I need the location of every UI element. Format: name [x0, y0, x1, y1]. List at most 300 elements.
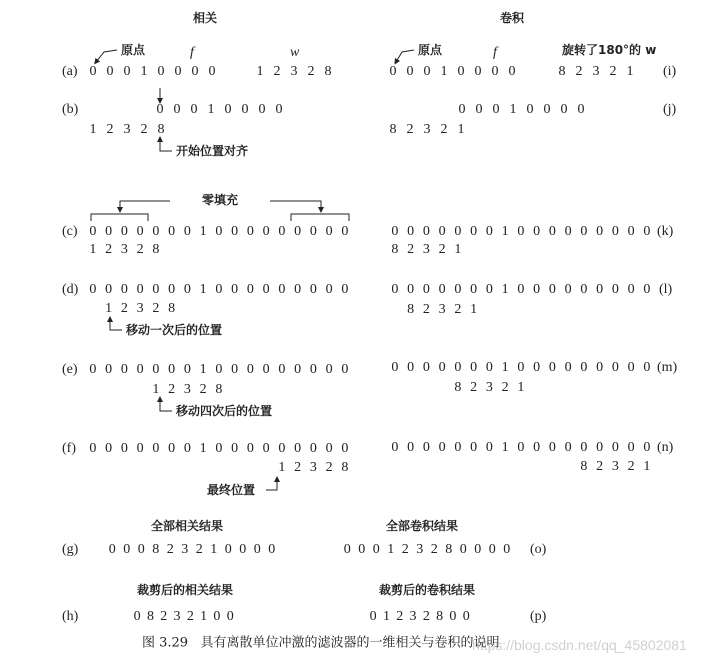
digit: 0 — [474, 64, 482, 79]
digit: 0 — [309, 224, 317, 239]
digit: 0 — [106, 64, 114, 79]
sequence-o — [340, 543, 514, 557]
digit: 3 — [416, 542, 424, 557]
digit: 3 — [485, 380, 493, 395]
digit: 0 — [485, 360, 493, 375]
digit: 0 — [136, 224, 144, 239]
digit: 0 — [253, 542, 261, 557]
w-label: w — [290, 45, 300, 60]
row-label-g: (g) — [62, 542, 79, 557]
row-label-h: (h) — [62, 609, 79, 624]
digit: 0 — [406, 64, 414, 79]
digit: 0 — [309, 282, 317, 297]
sequence-w-b — [85, 123, 170, 137]
digit: 8 — [215, 382, 223, 397]
sequence-h — [131, 610, 237, 624]
digit: 1 — [501, 360, 509, 375]
digit: 0 — [168, 441, 176, 456]
digit: 2 — [440, 122, 448, 137]
row-label-i: (i) — [663, 64, 677, 79]
digit: 0 — [278, 224, 286, 239]
sequence-w-k — [387, 243, 466, 257]
digit: 0 — [133, 609, 141, 624]
digit: 0 — [136, 282, 144, 297]
digit: 1 — [199, 362, 207, 377]
final-position-arrow — [266, 479, 277, 490]
digit: 0 — [89, 362, 97, 377]
digit: 0 — [485, 282, 493, 297]
digit: 0 — [341, 282, 349, 297]
sequence-f-l — [387, 283, 655, 297]
digit: 2 — [627, 459, 635, 474]
digit: 1 — [210, 542, 218, 557]
sequence-f-b — [152, 103, 288, 117]
digit: 0 — [474, 542, 482, 557]
digit: 0 — [262, 224, 270, 239]
origin-arrow-right — [396, 50, 414, 62]
digit: 0 — [120, 362, 128, 377]
digit: 2 — [501, 380, 509, 395]
shift-four-arrow — [160, 399, 172, 411]
digit: 0 — [407, 440, 415, 455]
sequence-g — [105, 543, 279, 557]
digit: 8 — [157, 122, 165, 137]
f-label-right: f — [493, 45, 497, 60]
digit: 0 — [262, 282, 270, 297]
digit: 0 — [560, 102, 568, 117]
digit: 0 — [580, 360, 588, 375]
digit: 0 — [627, 282, 635, 297]
digit: 2 — [307, 64, 315, 79]
digit: 0 — [105, 362, 113, 377]
digit: 0 — [488, 542, 496, 557]
sequence-w-m — [450, 381, 529, 395]
digit: 0 — [454, 440, 462, 455]
sequence-p — [367, 610, 473, 624]
digit: 8 — [436, 609, 444, 624]
digit: 0 — [627, 224, 635, 239]
digit: 0 — [492, 102, 500, 117]
digit: 0 — [309, 362, 317, 377]
digit: 0 — [89, 282, 97, 297]
digit: 0 — [246, 441, 254, 456]
digit: 0 — [152, 282, 160, 297]
digit: 0 — [389, 64, 397, 79]
row-label-m: (m) — [657, 360, 678, 375]
digit: 0 — [517, 440, 525, 455]
digit: 3 — [592, 64, 600, 79]
digit: 8 — [580, 459, 588, 474]
digit: 0 — [517, 282, 525, 297]
sequence-w-i — [554, 65, 639, 79]
digit: 0 — [543, 102, 551, 117]
row-label-b: (b) — [62, 102, 79, 117]
digit: 1 — [200, 609, 208, 624]
sequence-w-a — [252, 65, 337, 79]
digit: 0 — [246, 282, 254, 297]
sequence-w-e — [148, 383, 227, 397]
digit: 0 — [343, 542, 351, 557]
digit: 1 — [256, 64, 264, 79]
note-c: 零填充 — [201, 193, 239, 207]
origin-arrow-left — [96, 50, 117, 62]
digit: 0 — [215, 282, 223, 297]
note-b: 开始位置对齐 — [176, 144, 249, 158]
digit: 1 — [457, 122, 465, 137]
digit: 0 — [454, 224, 462, 239]
sequence-f-a — [85, 65, 221, 79]
digit: 2 — [609, 64, 617, 79]
digit: 2 — [470, 380, 478, 395]
digit: 8 — [407, 302, 415, 317]
digit: 0 — [325, 224, 333, 239]
digit: 0 — [423, 64, 431, 79]
digit: 0 — [438, 440, 446, 455]
digit: 2 — [438, 242, 446, 257]
digit: 0 — [611, 440, 619, 455]
digit: 0 — [548, 360, 556, 375]
digit: 1 — [199, 224, 207, 239]
row-label-f: (f) — [62, 441, 76, 456]
digit: 0 — [191, 64, 199, 79]
digit: 8 — [324, 64, 332, 79]
digit: 2 — [166, 542, 174, 557]
digit: 0 — [564, 360, 572, 375]
digit: 3 — [423, 122, 431, 137]
digit: 0 — [190, 102, 198, 117]
note-d: 移动一次后的位置 — [126, 323, 223, 337]
sequence-f-m — [387, 361, 655, 375]
digit: 1 — [509, 102, 517, 117]
digit: 2 — [160, 609, 168, 624]
digit: 0 — [449, 609, 457, 624]
digit: 0 — [173, 102, 181, 117]
digit: 1 — [278, 460, 286, 475]
digit: 0 — [157, 64, 165, 79]
digit: 0 — [391, 360, 399, 375]
f-label: f — [190, 45, 194, 60]
digit: 0 — [596, 224, 604, 239]
digit: 3 — [183, 382, 191, 397]
digit: 0 — [643, 224, 651, 239]
digit: 0 — [580, 440, 588, 455]
digit: 1 — [517, 380, 525, 395]
digit: 0 — [168, 362, 176, 377]
sequence-w-n — [576, 460, 655, 474]
digit: 1 — [140, 64, 148, 79]
digit: 0 — [407, 224, 415, 239]
digit: 0 — [611, 282, 619, 297]
row-label-k: (k) — [657, 224, 674, 239]
digit: 0 — [470, 282, 478, 297]
digit: 1 — [643, 459, 651, 474]
digit: 0 — [611, 224, 619, 239]
digit: 1 — [152, 382, 160, 397]
digit: 0 — [215, 441, 223, 456]
digit: 3 — [611, 459, 619, 474]
digit: 0 — [183, 224, 191, 239]
digit: 0 — [341, 441, 349, 456]
digit: 2 — [454, 302, 462, 317]
digit: 0 — [533, 440, 541, 455]
digit: 3 — [120, 242, 128, 257]
digit: 8 — [168, 301, 176, 316]
digit: 0 — [123, 542, 131, 557]
digit: 0 — [224, 542, 232, 557]
sequence-w-l — [403, 303, 482, 317]
digit: 0 — [470, 360, 478, 375]
zero-pad-bracket-right — [291, 214, 349, 221]
full-correlation-title: 全部相关结果 — [150, 519, 224, 533]
digit: 0 — [231, 362, 239, 377]
digit: 0 — [275, 102, 283, 117]
digit: 0 — [294, 282, 302, 297]
digit: 1 — [105, 301, 113, 316]
digit: 0 — [438, 360, 446, 375]
digit: 0 — [258, 102, 266, 117]
row-label-p: (p) — [530, 609, 547, 624]
origin-label-right: 原点 — [418, 43, 443, 57]
digit: 0 — [508, 64, 516, 79]
digit: 2 — [186, 609, 194, 624]
row-label-j: (j) — [663, 102, 677, 117]
digit: 0 — [422, 224, 430, 239]
digit: 0 — [577, 102, 585, 117]
sequence-w-j — [385, 123, 470, 137]
digit: 1 — [199, 282, 207, 297]
digit: 0 — [643, 360, 651, 375]
digit: 0 — [168, 282, 176, 297]
digit: 0 — [533, 360, 541, 375]
digit: 0 — [168, 224, 176, 239]
watermark: https://blog.csdn.net/qq_45802081 — [472, 637, 687, 653]
sequence-f-k — [387, 225, 655, 239]
digit: 0 — [391, 440, 399, 455]
digit: 2 — [406, 122, 414, 137]
digit: 0 — [475, 102, 483, 117]
digit: 0 — [183, 362, 191, 377]
digit: 0 — [407, 360, 415, 375]
digit: 2 — [325, 460, 333, 475]
digit: 1 — [207, 102, 215, 117]
digit: 0 — [309, 441, 317, 456]
digit: 1 — [501, 282, 509, 297]
digit: 2 — [195, 542, 203, 557]
digit: 0 — [262, 441, 270, 456]
digit: 2 — [430, 542, 438, 557]
digit: 0 — [89, 224, 97, 239]
digit: 8 — [454, 380, 462, 395]
digit: 0 — [183, 282, 191, 297]
digit: 0 — [105, 441, 113, 456]
convolution-title: 卷积 — [499, 11, 525, 25]
digit: 0 — [278, 441, 286, 456]
digit: 0 — [643, 440, 651, 455]
digit: 0 — [627, 440, 635, 455]
digit: 0 — [580, 282, 588, 297]
digit: 2 — [575, 64, 583, 79]
digit: 0 — [231, 441, 239, 456]
digit: 0 — [454, 282, 462, 297]
digit: 1 — [199, 441, 207, 456]
digit: 2 — [152, 301, 160, 316]
digit: 0 — [533, 282, 541, 297]
digit: 0 — [325, 362, 333, 377]
digit: 0 — [457, 64, 465, 79]
digit: 3 — [422, 242, 430, 257]
digit: 0 — [215, 224, 223, 239]
digit: 0 — [564, 282, 572, 297]
digit: 8 — [558, 64, 566, 79]
row-label-o: (o) — [530, 542, 547, 557]
digit: 0 — [278, 282, 286, 297]
digit: 1 — [382, 609, 390, 624]
digit: 0 — [239, 542, 247, 557]
digit: 3 — [290, 64, 298, 79]
digit: 0 — [231, 282, 239, 297]
digit: 8 — [389, 122, 397, 137]
digit: 0 — [596, 282, 604, 297]
digit: 0 — [517, 224, 525, 239]
row-label-d: (d) — [62, 282, 79, 297]
digit: 0 — [564, 224, 572, 239]
digit: 0 — [136, 441, 144, 456]
digit: 1 — [89, 242, 97, 257]
digit: 0 — [470, 440, 478, 455]
digit: 0 — [108, 542, 116, 557]
digit: 0 — [341, 362, 349, 377]
digit: 2 — [136, 242, 144, 257]
row-label-a: (a) — [62, 64, 78, 79]
digit: 1 — [440, 64, 448, 79]
row-label-c: (c) — [62, 224, 78, 239]
shift-once-arrow — [110, 319, 122, 330]
note-f: 最终位置 — [207, 483, 256, 497]
digit: 0 — [208, 64, 216, 79]
w-rotated-label: 旋转了180°的 w — [562, 43, 657, 57]
digit: 0 — [533, 224, 541, 239]
sequence-f-n — [387, 441, 655, 455]
digit: 0 — [564, 440, 572, 455]
digit: 8 — [391, 242, 399, 257]
digit: 0 — [120, 441, 128, 456]
digit: 0 — [358, 542, 366, 557]
digit: 8 — [146, 609, 154, 624]
correlation-title: 相关 — [192, 11, 218, 25]
digit: 0 — [485, 440, 493, 455]
digit: 0 — [548, 282, 556, 297]
digit: 3 — [438, 302, 446, 317]
digit: 1 — [454, 242, 462, 257]
digit: 3 — [181, 542, 189, 557]
digit: 2 — [407, 242, 415, 257]
digit: 2 — [199, 382, 207, 397]
digit: 3 — [123, 122, 131, 137]
digit: 1 — [470, 302, 478, 317]
digit: 0 — [611, 360, 619, 375]
sequence-f-e — [85, 363, 353, 377]
digit: 0 — [156, 102, 164, 117]
digit: 0 — [136, 362, 144, 377]
row-label-l: (l) — [659, 282, 673, 297]
sequence-w-d — [101, 302, 180, 316]
digit: 2 — [273, 64, 281, 79]
cropped-convolution-title: 裁剪后的卷积结果 — [378, 583, 476, 597]
digit: 0 — [120, 282, 128, 297]
digit: 0 — [526, 102, 534, 117]
note-e: 移动四次后的位置 — [176, 404, 273, 418]
zero-pad-bracket-left — [91, 214, 148, 221]
digit: 0 — [262, 362, 270, 377]
digit: 0 — [294, 224, 302, 239]
digit: 2 — [396, 609, 404, 624]
digit: 0 — [580, 224, 588, 239]
digit: 3 — [309, 460, 317, 475]
sequence-w-f — [274, 461, 353, 475]
digit: 0 — [548, 440, 556, 455]
align-start-arrow — [160, 139, 172, 151]
cropped-correlation-title: 裁剪后的相关结果 — [136, 583, 234, 597]
digit: 2 — [422, 302, 430, 317]
digit: 2 — [422, 609, 430, 624]
digit: 0 — [105, 224, 113, 239]
full-convolution-title: 全部卷积结果 — [385, 519, 459, 533]
digit: 0 — [485, 224, 493, 239]
sequence-f-j — [454, 103, 590, 117]
sequence-f-i — [385, 65, 521, 79]
digit: 8 — [152, 242, 160, 257]
digit: 0 — [123, 64, 131, 79]
digit: 0 — [517, 360, 525, 375]
digit: 0 — [241, 102, 249, 117]
digit: 0 — [454, 360, 462, 375]
digit: 0 — [491, 64, 499, 79]
digit: 0 — [246, 224, 254, 239]
digit: 0 — [215, 362, 223, 377]
digit: 0 — [89, 441, 97, 456]
digit: 0 — [470, 224, 478, 239]
digit: 2 — [294, 460, 302, 475]
digit: 0 — [137, 542, 145, 557]
digit: 0 — [152, 362, 160, 377]
digit: 0 — [89, 64, 97, 79]
digit: 0 — [294, 441, 302, 456]
digit: 0 — [548, 224, 556, 239]
digit: 3 — [409, 609, 417, 624]
digit: 0 — [462, 609, 470, 624]
digit: 0 — [391, 282, 399, 297]
figure-caption: 图 3.29 具有离散单位冲激的滤波器的一维相关与卷积的说明 — [142, 635, 500, 651]
digit: 0 — [391, 224, 399, 239]
digit: 0 — [105, 282, 113, 297]
digit: 0 — [407, 282, 415, 297]
digit: 0 — [369, 609, 377, 624]
digit: 1 — [387, 542, 395, 557]
digit: 1 — [501, 440, 509, 455]
digit: 0 — [459, 542, 467, 557]
digit: 3 — [136, 301, 144, 316]
digit: 2 — [140, 122, 148, 137]
digit: 0 — [372, 542, 380, 557]
digit: 0 — [596, 360, 604, 375]
sequence-f-d — [85, 283, 353, 297]
digit: 2 — [596, 459, 604, 474]
digit: 3 — [173, 609, 181, 624]
digit: 2 — [401, 542, 409, 557]
zero-pad-arrow-left — [120, 201, 170, 210]
digit: 0 — [294, 362, 302, 377]
digit: 1 — [89, 122, 97, 137]
